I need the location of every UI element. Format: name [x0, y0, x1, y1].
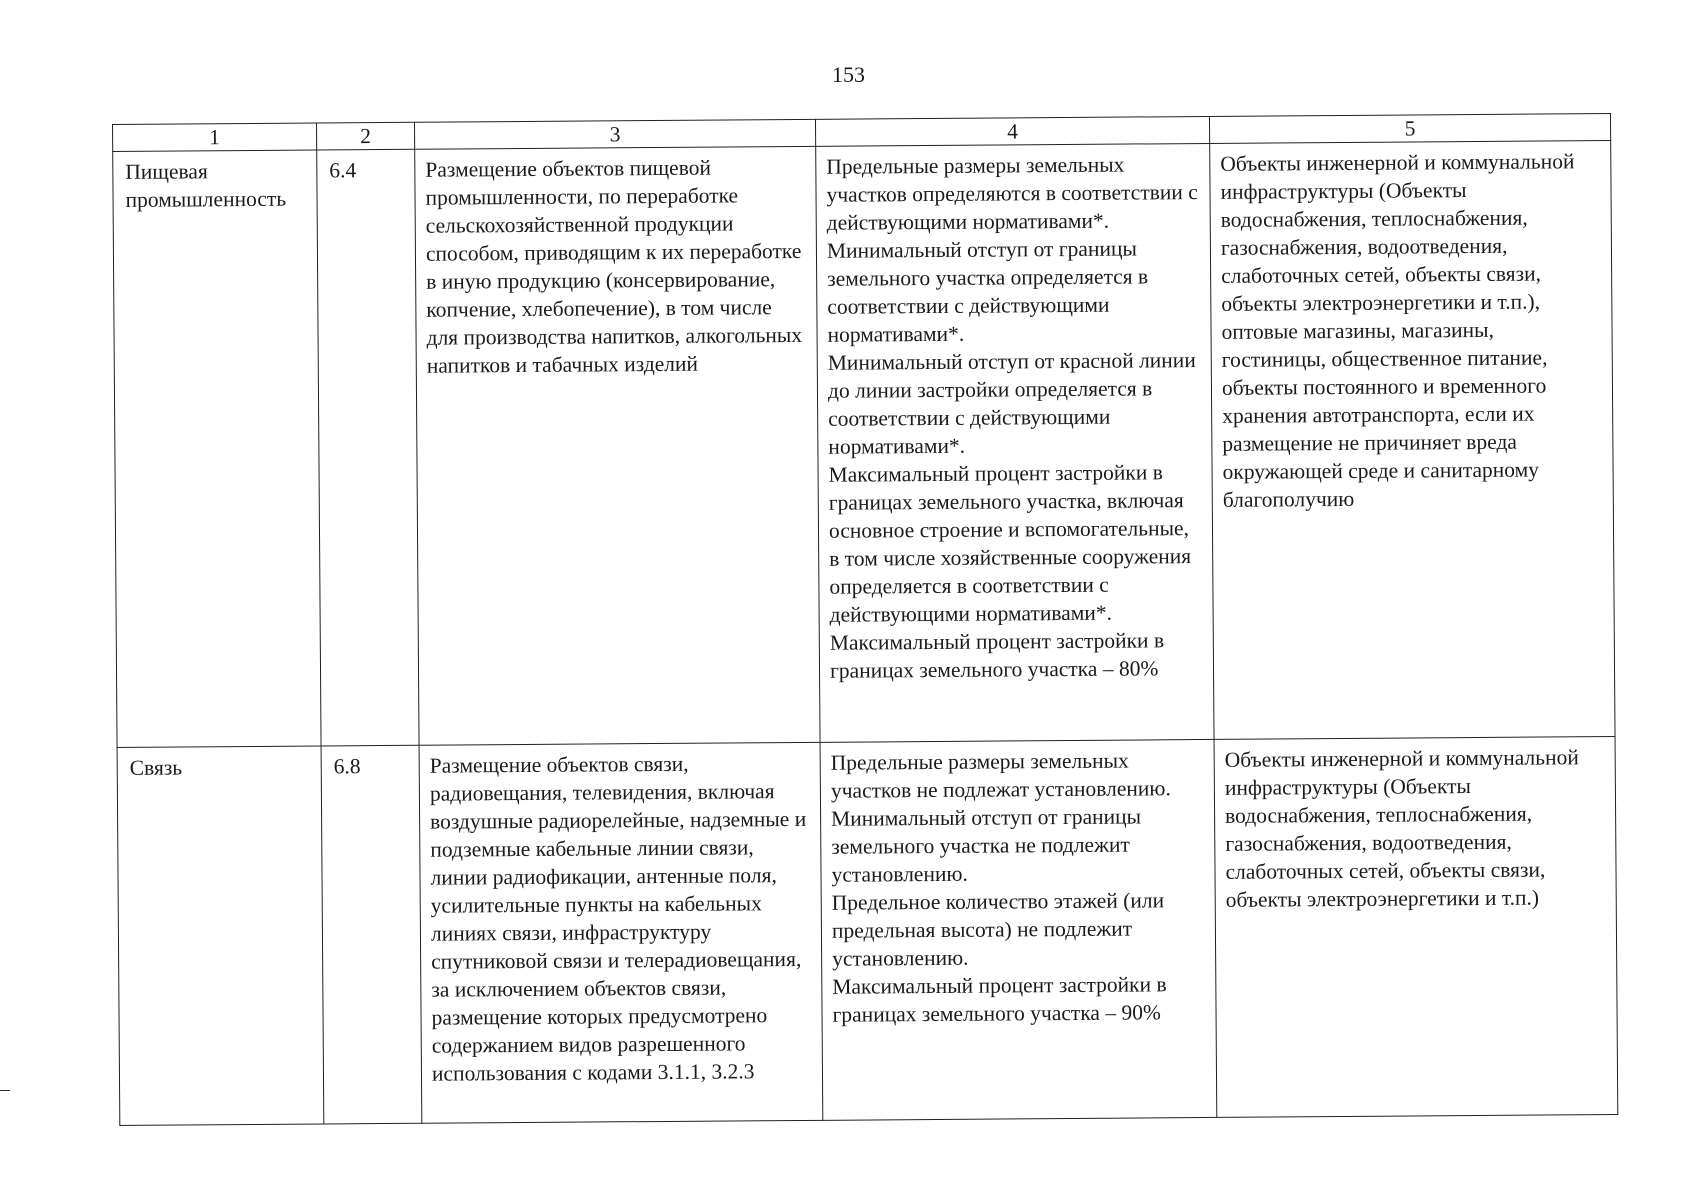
land-use-name: Пищевая промышленность	[113, 150, 321, 747]
land-use-table	[112, 113, 1618, 1126]
column-header-5: 5	[1209, 114, 1610, 144]
table-row	[113, 141, 1615, 748]
page-number: 153	[832, 62, 865, 87]
land-use-parameters: Предельные размеры земельных участков не подлежат установлению. Минимальный отступ от границы земельного участка не подлежит установлению. Предельное количество этажей (или предельная высота) не подлежит установлению. Максимальный процент застройки в границах земельного участка – 90%	[820, 739, 1217, 1120]
column-header-1: 1	[113, 123, 317, 151]
land-use-parameters: Предельные размеры земельных участков определяются в соответствии с действующими нормативами*. Минимальный отступ от границы земельного участка определяется в соответствии с действующими нормативами*. Минимальный отступ от красной линии до линии застройки определяется в соответствии с действующими нормативами*. Максимальный процент застройки в границах земельного участка, включая основное строение и вспомогательные, в том числе хозяйственные сооружения определяется в соответствии с действующими нормативами*. Максимальный процент застройки в границах земельного участка – 80%	[816, 143, 1214, 742]
land-use-description: Размещение объектов связи, радиовещания, телевидения, включая воздушные радиорелейные, надземные и подземные кабельные линии связи, линии радиофикации, антенные поля, усилительные пункты на кабельных линиях связи, инфраструктуру спутниковой связи и телерадиовещания, за исключением объектов связи, размещение которых предусмотрено содержанием видов разрешенного использования с кодами 3.1.1, 3.2.3	[419, 742, 823, 1123]
auxiliary-uses: Объекты инженерной и коммунальной инфраструктуры (Объекты водоснабжения, теплоснабжения, газоснабжения, водоотведения, слаботочных сетей, объекты связи, объекты электроэнергетики и т.п.), оптовые магазины, магазины, гостиницы, общественное питание, объекты постоянного и временного хранения автотранспорта, если их размещение не причиняет вреда окружающей среде и санитарному благополучию	[1210, 141, 1615, 740]
auxiliary-uses: Объекты инженерной и коммунальной инфраструктуры (Объекты водоснабжения, теплоснабжения, газоснабжения, водоотведения, слаботочных сетей, объекты связи, объекты электроэнергетики и т.п.)	[1214, 736, 1618, 1117]
land-use-name: Связь	[117, 746, 324, 1125]
land-use-description: Размещение объектов пищевой промышленности, по переработке сельскохозяйственной продукции способом, приводящим к их переработке в иную продукцию (консервирование, копчение, хлебопечение), в том числе для производства напитков, алкогольных напитков и табачных изделий	[415, 146, 820, 745]
column-header-3: 3	[414, 119, 815, 149]
table-row	[117, 736, 1618, 1125]
land-use-code: 6.4	[317, 149, 419, 746]
margin-tick-mark	[0, 1090, 10, 1091]
column-header-4: 4	[815, 116, 1209, 146]
land-use-code: 6.8	[321, 745, 422, 1124]
column-header-2: 2	[316, 122, 414, 150]
